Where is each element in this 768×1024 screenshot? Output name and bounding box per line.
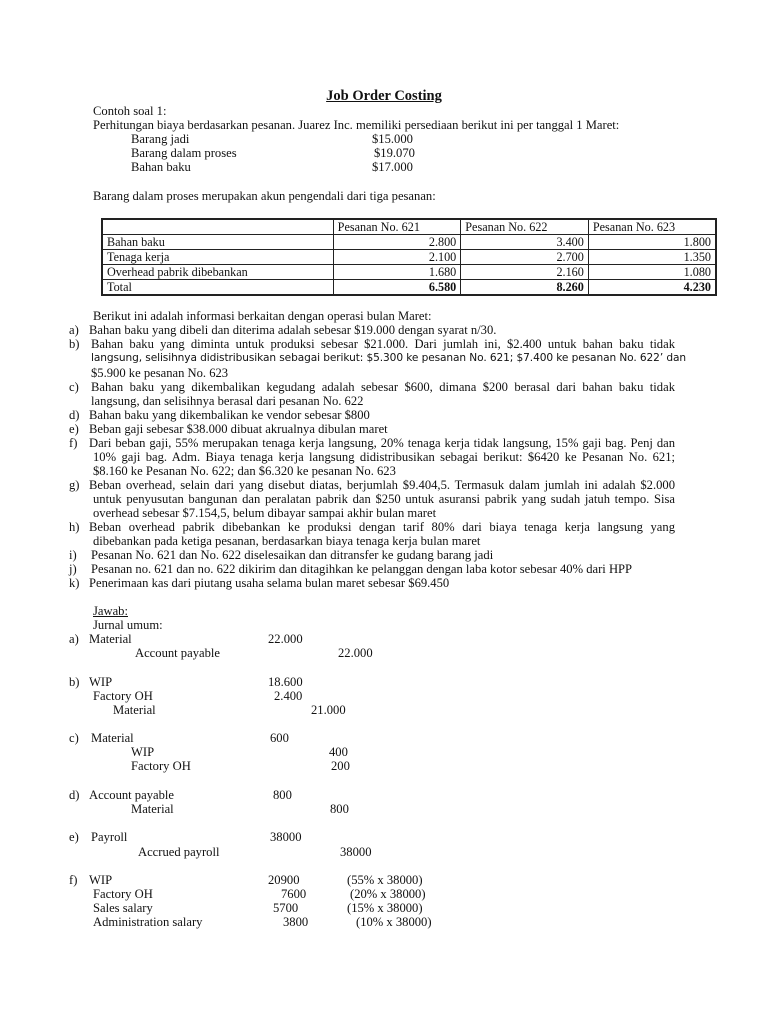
debit-amount: 22.000 [268,632,303,646]
table-header-row [102,219,716,235]
item-letter: d) [69,408,80,422]
table-cell: 1.350 [588,250,716,265]
allocation-note: (10% x 38000) [356,915,432,929]
debit-amount: 5700 [273,901,299,915]
item-text: Pesanan No. 621 dan No. 622 diselesaikan dan ditransfer ke gudang barang jadi [91,548,494,562]
item-letter: c) [69,380,79,394]
debit-amount: 800 [273,788,292,802]
inventory-value: $17.000 [372,160,413,174]
debit-amount: 18.600 [268,675,303,689]
debit-account: Factory OH [93,689,153,703]
intro-sentence: Perhitungan biaya berdasarkan pesanan. Juarez Inc. memiliki persediaan berikut ini per tanggal 1 Maret: [93,118,620,132]
table-cell: 4.230 [588,280,716,296]
example-label: Contoh soal 1: [93,104,167,118]
debit-account: Account payable [89,788,174,802]
page-title: Job Order Costing [326,88,442,104]
table-cell: 1.080 [588,265,716,280]
allocation-note: (55% x 38000) [347,873,423,887]
credit-account: Account payable [135,646,220,660]
debit-amount: 2.400 [274,689,303,703]
credit-account: Material [131,802,174,816]
table-cell: 2.700 [461,250,589,265]
debit-account: Administration salary [93,915,203,929]
debit-account: WIP [89,675,113,689]
table-cell: Overhead pabrik dibebankan [102,265,333,280]
credit-amount: 200 [331,759,350,773]
table-cell: 8.260 [461,280,589,296]
cost-table [101,218,717,296]
item-text: Bahan baku yang diminta untuk produksi sebesar $21.000. Dari jumlah ini, $2.400 untuk bahan baku tidak [91,337,675,351]
item-text: langsung, dan selisihnya berasal dari pesanan No. 622 [91,394,364,408]
item-text: Beban gaji sebesar $38.000 dibuat akrualnya dibulan maret [89,422,388,436]
credit-amount: 21.000 [311,703,346,717]
table-row [102,265,716,280]
entry-letter: d) [69,788,80,802]
table-cell: 2.100 [333,250,461,265]
march-heading: Berikut ini adalah informasi berkaitan dengan operasi bulan Maret: [93,309,432,323]
credit-amount: 22.000 [338,646,373,660]
table-cell: Bahan baku [102,235,333,250]
inventory-value: $19.070 [374,146,415,160]
item-letter: j) [69,562,77,576]
item-text: Dari beban gaji, 55% merupakan tenaga kerja langsung, 20% tenaga kerja tidak langsung, 15% gaji bag. Penj dan [89,436,675,450]
item-text: dibebankan pada ketiga pesanan, berdasarkan biaya tenaga kerja bulan maret [93,534,481,548]
credit-account: WIP [131,745,155,759]
debit-account: Payroll [91,830,128,844]
item-text: Bahan baku yang dibeli dan diterima adalah sebesar $19.000 dengan syarat n/30. [89,323,497,337]
item-text: untuk penyusutan bangunan dan peralatan pabrik dan $250 untuk asuransi pabrik yang sudah jatuh tempo. Sisa [93,492,675,506]
table-cell: 2.160 [461,265,589,280]
item-text: Penerimaan kas dari piutang usaha selama bulan maret sebesar $69.450 [89,576,450,590]
entry-letter: e) [69,830,79,844]
table-header-cell: Pesanan No. 621 [333,219,461,235]
table-cell: Total [102,280,333,296]
credit-amount: 38000 [340,845,372,859]
debit-account: WIP [89,873,113,887]
credit-amount: 400 [329,745,348,759]
table-row [102,235,716,250]
debit-amount: 20900 [268,873,300,887]
table-row [102,250,716,265]
debit-amount: 7600 [281,887,307,901]
item-letter: k) [69,576,80,590]
item-letter: h) [69,520,80,534]
item-letter: g) [69,478,80,492]
table-cell: 2.800 [333,235,461,250]
allocation-note: (20% x 38000) [350,887,426,901]
debit-amount: 38000 [270,830,302,844]
item-letter: b) [69,337,80,351]
item-text: langsung, selisihnya didistribusikan sebagai berikut: $5.300 ke pesanan No. 621; $7.400 ke pesanan No. 622’ dan [91,352,686,364]
item-text: Beban overhead pabrik dibebankan ke produksi dengan tarif 80% dari biaya tenaga kerja langsung yang [89,520,675,534]
inventory-value: $15.000 [372,132,413,146]
table-cell: Tenaga kerja [102,250,333,265]
credit-amount: 800 [330,802,349,816]
item-text: $8.160 ke Pesanan No. 622; dan $6.320 ke pesanan No. 623 [93,464,396,478]
credit-account: Accrued payroll [138,845,220,859]
entry-letter: c) [69,731,79,745]
credit-account: Material [113,703,156,717]
table-cell: 1.800 [588,235,716,250]
item-text: Pesanan no. 621 dan no. 622 dikirim dan ditagihkan ke pelanggan dengan laba kotor sebesar 40% dari HPP [91,562,633,576]
inventory-label: Bahan baku [131,160,191,174]
debit-amount: 600 [270,731,289,745]
debit-account: Material [91,731,134,745]
table-header-cell [102,219,333,235]
entry-letter: a) [69,632,79,646]
table-cell: 6.580 [333,280,461,296]
item-letter: e) [69,422,79,436]
item-text: overhead sebesar $7.154,5, belum dibayar sampai akhir bulan maret [93,506,437,520]
debit-amount: 3800 [283,915,309,929]
answer-label: Jawab: [93,604,128,618]
inventory-label: Barang jadi [131,132,190,146]
table-header-cell: Pesanan No. 623 [588,219,716,235]
item-text: $5.900 ke pesanan No. 623 [91,366,229,380]
item-text: Bahan baku yang dikembalikan kegudang adalah sebesar $600, dimana $200 berasal dari bahan baku tidak [91,380,675,394]
entry-letter: b) [69,675,80,689]
debit-account: Sales salary [93,901,153,915]
debit-account: Material [89,632,132,646]
item-text: Beban overhead, selain dari yang disebut diatas, berjumlah $9.404,5. Termasuk dalam jumlah ini adalah $2.000 [89,478,675,492]
table-total-row [102,280,716,296]
table-header-cell: Pesanan No. 622 [461,219,589,235]
inventory-label: Barang dalam proses [131,146,237,160]
debit-account: Factory OH [93,887,153,901]
entry-letter: f) [69,873,78,887]
control-sentence: Barang dalam proses merupakan akun pengendali dari tiga pesanan: [93,189,436,203]
table-cell: 3.400 [461,235,589,250]
table-cell: 1.680 [333,265,461,280]
credit-account: Factory OH [131,759,191,773]
item-letter: f) [69,436,78,450]
item-letter: i) [69,548,77,562]
item-text: 10% gaji bag. Adm. Biaya tenaga kerja langsung didistribusikan sebagai berikut: $6420 ke Pesanan No. 621; [93,450,675,464]
journal-label: Jurnal umum: [93,618,163,632]
allocation-note: (15% x 38000) [347,901,423,915]
item-letter: a) [69,323,79,337]
item-text: Bahan baku yang dikembalikan ke vendor sebesar $800 [89,408,370,422]
